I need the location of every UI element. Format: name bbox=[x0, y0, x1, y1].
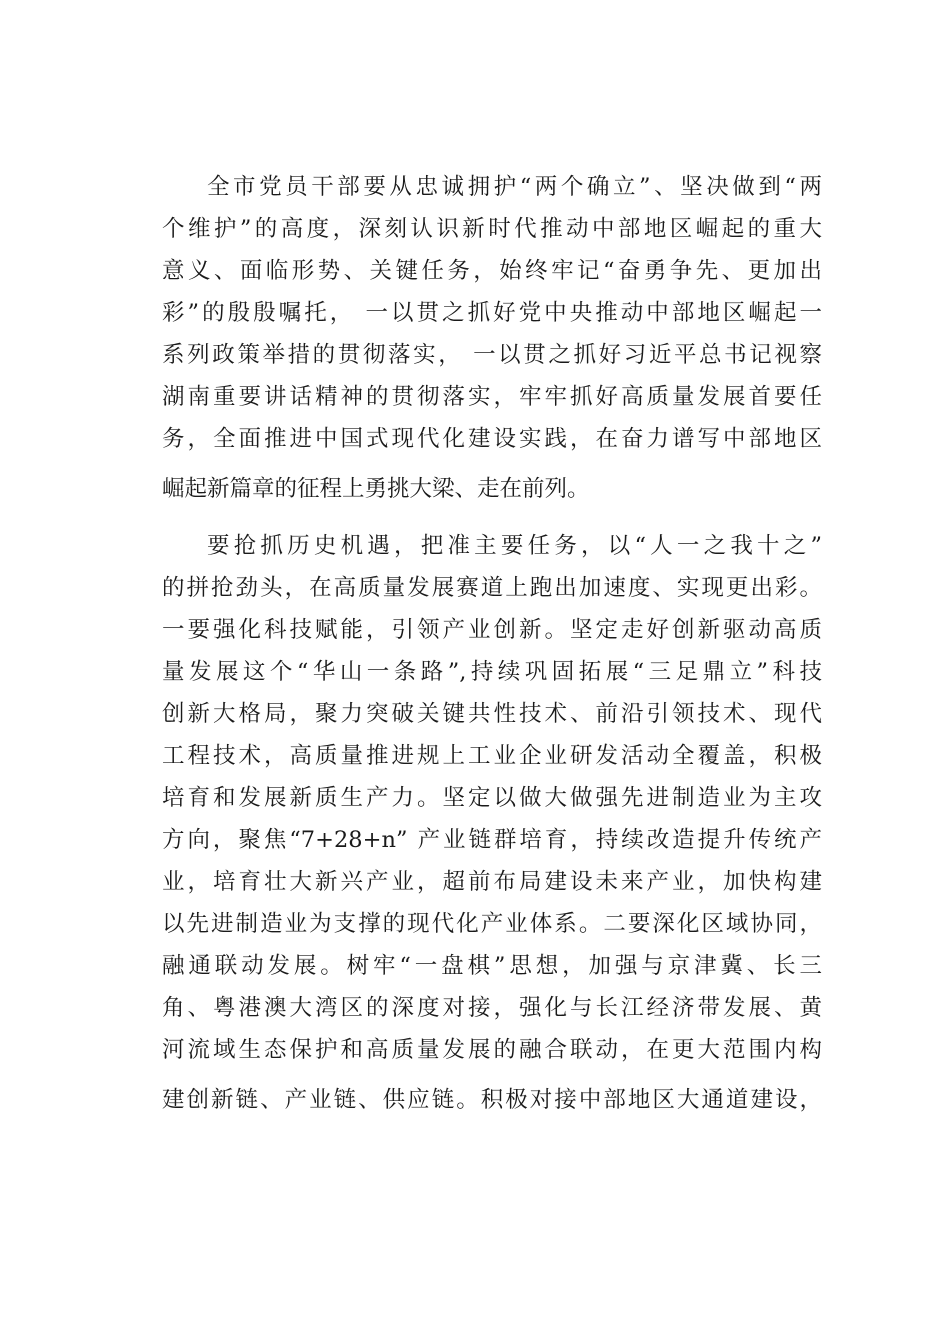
paragraph-line: 要抢抓历史机遇，把准主要任务，以“人一之我十之” bbox=[207, 533, 822, 559]
paragraph-line: 业，培育壮大新兴产业，超前布局建设未来产业，加快构建 bbox=[162, 869, 822, 895]
paragraph-line: 崛起新篇章的征程上勇挑大梁、走在前列。 bbox=[162, 476, 590, 502]
paragraph-line: 的拼抢劲头，在高质量发展赛道上跑出加速度、实现更出彩。 bbox=[162, 575, 822, 601]
paragraph-line: 湖南重要讲话精神的贯彻落实，牢牢抓好高质量发展首要任 bbox=[162, 384, 822, 410]
paragraph-line: 创新大格局，聚力突破关键共性技术、前沿引领技术、现代 bbox=[162, 701, 822, 727]
paragraph-line: 务，全面推进中国式现代化建设实践，在奋力谱写中部地区 bbox=[162, 426, 822, 452]
paragraph-line: 河流域生态保护和高质量发展的融合联动，在更大范围内构 bbox=[162, 1037, 822, 1063]
paragraph-line: 以先进制造业为支撑的现代化产业体系。二要深化区域协同， bbox=[162, 911, 822, 937]
paragraph-line: 个维护”的高度，深刻认识新时代推动中部地区崛起的重大 bbox=[162, 216, 822, 242]
paragraph-line: 角、粤港澳大湾区的深度对接，强化与长江经济带发展、黄 bbox=[162, 995, 822, 1021]
paragraph-line: 方向，聚焦“7+28+n” 产业链群培育，持续改造提升传统产 bbox=[162, 827, 822, 853]
paragraph-line: 全市党员干部要从忠诚拥护“两个确立”、坚决做到“两 bbox=[207, 174, 822, 200]
paragraph-1 bbox=[162, 166, 822, 510]
paragraph-line: 工程技术，高质量推进规上工业企业研发活动全覆盖，积极 bbox=[162, 743, 822, 769]
paragraph-2 bbox=[162, 525, 822, 1121]
paragraph-line: 系列政策举措的贯彻落实， 一以贯之抓好习近平总书记视察 bbox=[162, 342, 822, 368]
paragraph-line: 意义、面临形势、关键任务，始终牢记“奋勇争先、更加出 bbox=[162, 258, 822, 284]
paragraph-line: 量发展这个“华山一条路”,持续巩固拓展“三足鼎立”科技 bbox=[162, 659, 822, 685]
paragraph-line: 彩”的殷殷嘱托， 一以贯之抓好党中央推动中部地区崛起一 bbox=[162, 300, 822, 326]
paragraph-line: 培育和发展新质生产力。坚定以做大做强先进制造业为主攻 bbox=[162, 785, 822, 811]
paragraph-line: 建创新链、产业链、供应链。积极对接中部地区大通道建设， bbox=[162, 1087, 822, 1113]
paragraph-line: 融通联动发展。树牢“一盘棋”思想，加强与京津冀、长三 bbox=[162, 953, 822, 979]
paragraph-line: 一要强化科技赋能，引领产业创新。坚定走好创新驱动高质 bbox=[162, 617, 822, 643]
